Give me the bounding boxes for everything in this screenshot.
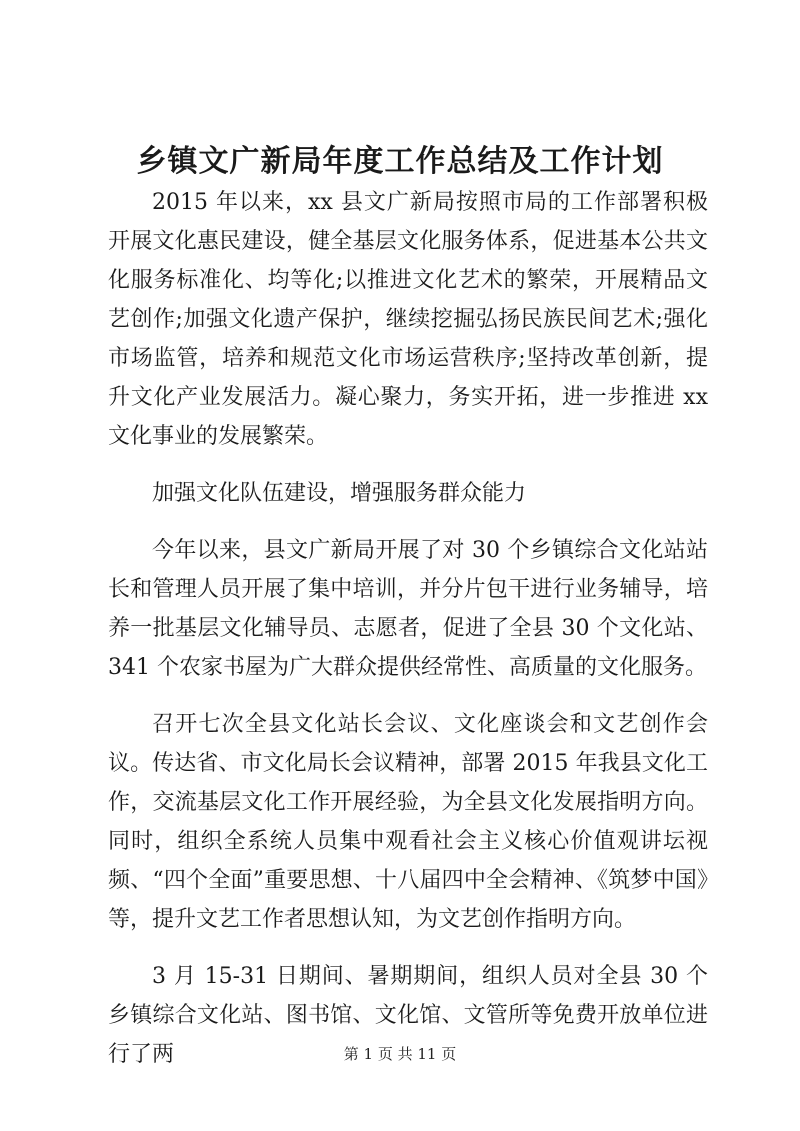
document-body	[108, 183, 708, 1092]
page-footer	[0, 1043, 800, 1064]
paragraph-inspection: 3 月 15-31 日期间、暑期期间，组织人员对全县 30 个乡镇综合文化站、图书馆、文化馆、文管所等免费开放单位进行了两	[108, 964, 708, 1067]
paragraph-intro: 2015 年以来，xx 县文广新局按照市局的工作部署积极开展文化惠民建设，健全基层文化服务体系，促进基本公共文化服务标准化、均等化;以推进文化艺术的繁荣，开展精品文艺创作;加强文化遗产保护，继续挖掘弘扬民族民间艺术;强化市场监管，培养和规范文化市场运营秩序;坚持改革创新，提升文化产业发展活力。凝心聚力，务实开拓，进一步推进 xx 文化事业的发展繁荣。	[108, 190, 708, 449]
page-number: 第 1 页 共 11 页	[343, 1045, 457, 1063]
paragraph-training: 今年以来，县文广新局开展了对 30 个乡镇综合文化站站长和管理人员开展了集中培训，并分片包干进行业务辅导，培养一批基层文化辅导员、志愿者，促进了全县 30 个文化站、341 个农家书屋为广大群众提供经常性、高质量的文化服务。	[108, 538, 708, 680]
document-title: 乡镇文广新局年度工作总结及工作计划	[136, 144, 664, 179]
paragraph-meetings: 召开七次全县文化站长会议、文化座谈会和文艺创作会议。传达省、市文化局长会议精神，部署 2015 年我县文化工作，交流基层文化工作开展经验，为全县文化发展指明方向。同时，组织全系统人员集中观看社会主义核心价值观讲坛视频、“四个全面”重要思想、十八届四中全会精神、《筑梦中国》等，提升文艺工作者思想认知，为文艺创作指明方向。	[108, 712, 708, 932]
section-heading: 加强文化队伍建设，增强服务群众能力	[152, 481, 527, 506]
